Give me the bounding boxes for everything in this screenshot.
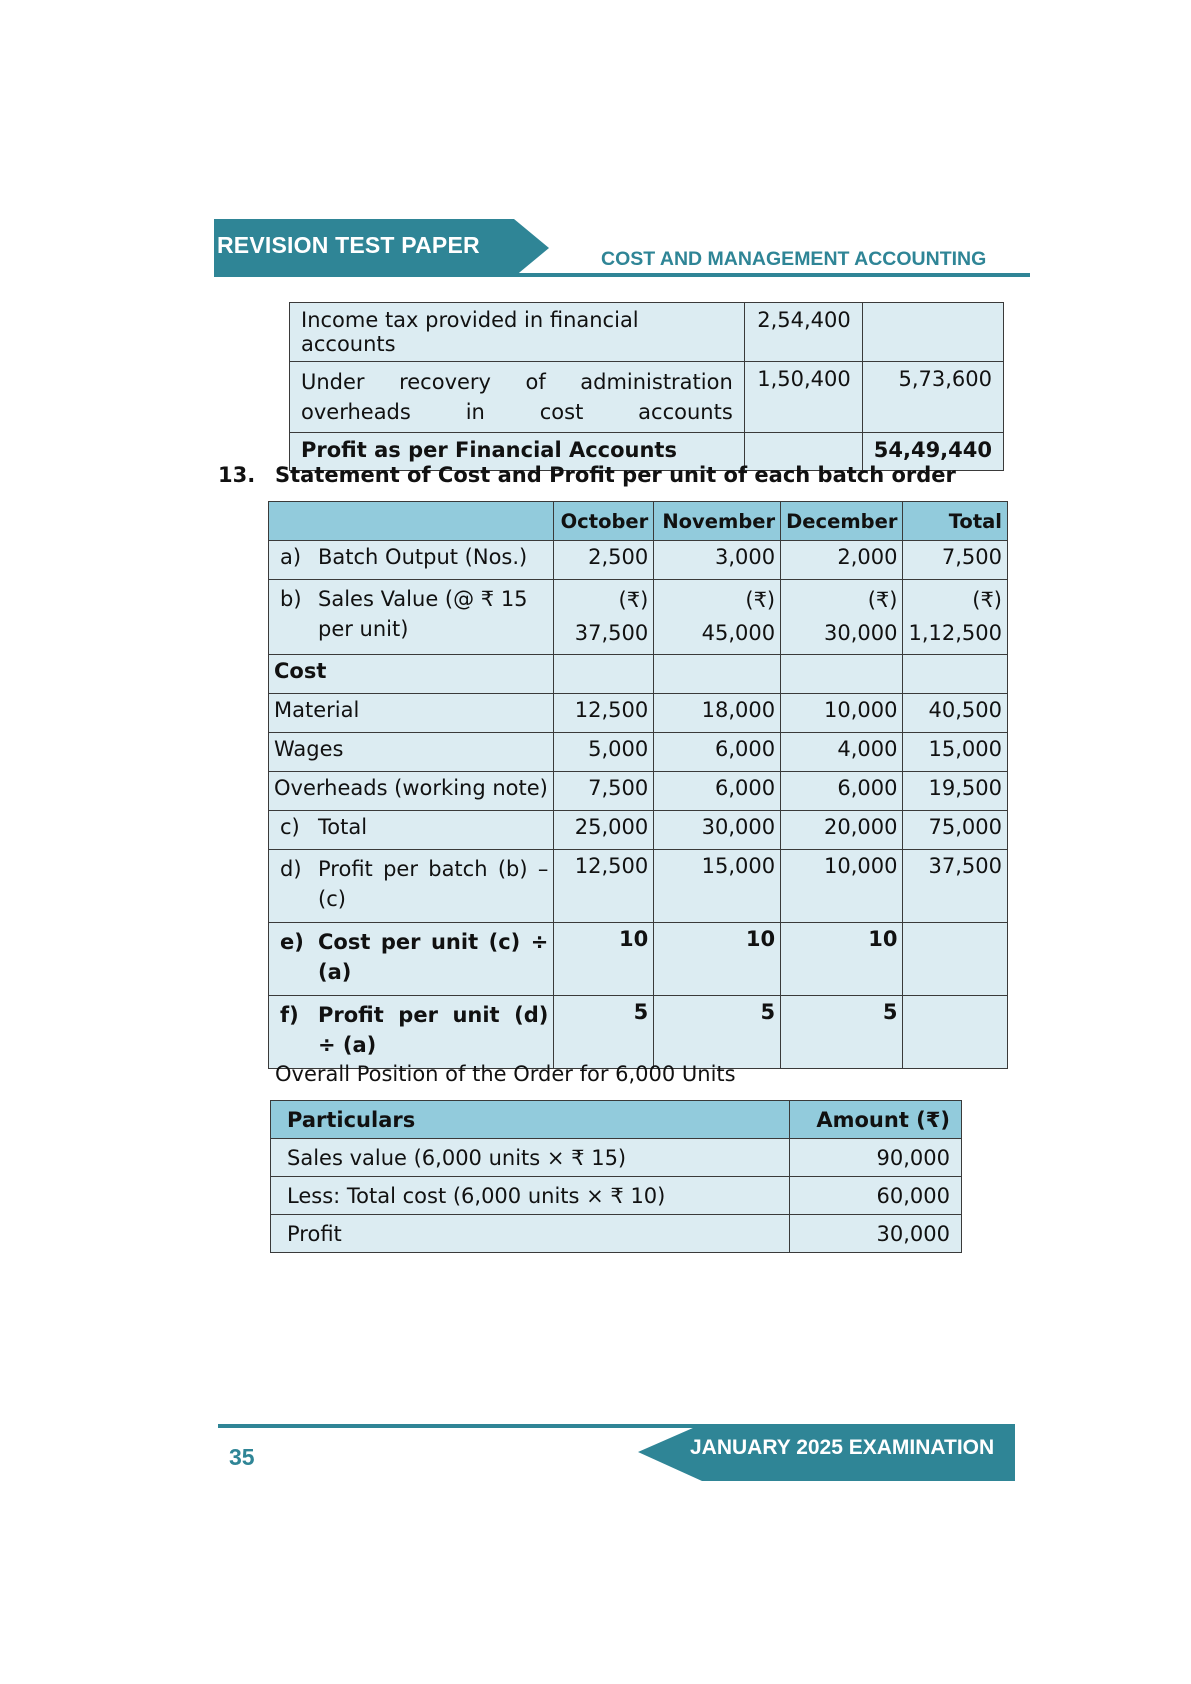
row-label: a) Batch Output (Nos.) (269, 541, 554, 580)
cell: 40,500 (903, 694, 1008, 733)
cell: 10,000 (781, 850, 903, 923)
cell (903, 996, 1008, 1069)
cell (654, 655, 781, 694)
table-row (269, 923, 1008, 996)
cell: 20,000 (781, 811, 903, 850)
cell: 2,000 (781, 541, 903, 580)
cell: (₹) 45,000 (654, 580, 781, 655)
cell (903, 655, 1008, 694)
row-label: Income tax provided in financial accounts (290, 303, 745, 362)
cell: 7,500 (554, 772, 654, 811)
question-number: 13. (218, 463, 256, 487)
cell: 4,000 (781, 733, 903, 772)
cell (903, 923, 1008, 996)
row-label: Wages (269, 733, 554, 772)
cell: 18,000 (654, 694, 781, 733)
cell: 5 (554, 996, 654, 1069)
row-label: e) Cost per unit (c) ÷ (a) (269, 923, 554, 996)
table-row (271, 1177, 962, 1215)
cell: 2,500 (554, 541, 654, 580)
row-total (862, 303, 1003, 362)
page-number: 35 (229, 1444, 255, 1470)
cell: 19,500 (903, 772, 1008, 811)
statement-table (268, 501, 1008, 1069)
row-label: Less: Total cost (6,000 units × ₹ 10) (271, 1177, 790, 1215)
table-row (269, 996, 1008, 1069)
cell: 10 (554, 923, 654, 996)
overall-caption: Overall Position of the Order for 6,000 Units (275, 1062, 736, 1086)
header-cell: Particulars (271, 1101, 790, 1139)
row-label: Overheads (working note) (269, 772, 554, 811)
cell: 5,000 (554, 733, 654, 772)
row-label: f) Profit per unit (d) ÷ (a) (269, 996, 554, 1069)
cell: 10 (781, 923, 903, 996)
row-total: 54,49,440 (862, 433, 1003, 471)
table-row (271, 1215, 962, 1253)
row-label: Profit as per Financial Accounts (290, 433, 745, 471)
cell: 10 (654, 923, 781, 996)
row-total: 5,73,600 (862, 362, 1003, 433)
row-amount: 30,000 (790, 1215, 962, 1253)
cell: 75,000 (903, 811, 1008, 850)
cell: 30,000 (654, 811, 781, 850)
cell: 7,500 (903, 541, 1008, 580)
table-row (290, 303, 1004, 362)
table-header-row (271, 1101, 962, 1139)
table-row (269, 655, 1008, 694)
row-amount: 60,000 (790, 1177, 962, 1215)
row-label: Material (269, 694, 554, 733)
row-amount: 1,50,400 (744, 362, 862, 433)
cell: 37,500 (903, 850, 1008, 923)
row-amount: 2,54,400 (744, 303, 862, 362)
table-row (269, 694, 1008, 733)
cell: 25,000 (554, 811, 654, 850)
table-row (269, 850, 1008, 923)
table-row (269, 772, 1008, 811)
table-row (269, 541, 1008, 580)
cell: 12,500 (554, 850, 654, 923)
cell: 15,000 (654, 850, 781, 923)
reconciliation-table (289, 302, 1004, 471)
cell: (₹) 30,000 (781, 580, 903, 655)
cell: (₹) 1,12,500 (903, 580, 1008, 655)
table-row (271, 1139, 962, 1177)
overall-table (270, 1100, 962, 1253)
cell: 6,000 (654, 733, 781, 772)
question-title: Statement of Cost and Profit per unit of each batch order (275, 463, 956, 487)
exam-label: JANUARY 2025 EXAMINATION (690, 1436, 995, 1459)
header-rule (214, 273, 1030, 277)
cell: 15,000 (903, 733, 1008, 772)
table-row (269, 580, 1008, 655)
paper-title: REVISION TEST PAPER (217, 232, 480, 258)
cell (554, 655, 654, 694)
table-row (269, 811, 1008, 850)
header-cell: Total (903, 502, 1008, 541)
cell: 6,000 (654, 772, 781, 811)
row-label: Profit (271, 1215, 790, 1253)
cell: 3,000 (654, 541, 781, 580)
row-label: c) Total (269, 811, 554, 850)
row-label: Cost (269, 655, 554, 694)
row-label: d) Profit per batch (b) – (c) (269, 850, 554, 923)
table-row (269, 733, 1008, 772)
row-amount: 90,000 (790, 1139, 962, 1177)
header-cell: Amount (₹) (790, 1101, 962, 1139)
cell: 5 (781, 996, 903, 1069)
cell: 12,500 (554, 694, 654, 733)
subject-title: COST AND MANAGEMENT ACCOUNTING (601, 248, 987, 270)
table-row (290, 362, 1004, 433)
header-cell: November (654, 502, 781, 541)
cell: 5 (654, 996, 781, 1069)
table-header-row (269, 502, 1008, 541)
row-label: Sales value (6,000 units × ₹ 15) (271, 1139, 790, 1177)
row-label: Under recovery of administration overheads in cost accounts (290, 362, 745, 433)
cell: (₹) 37,500 (554, 580, 654, 655)
row-label: b) Sales Value (@ ₹ 15 per unit) (269, 580, 554, 655)
header-cell: October (554, 502, 654, 541)
header-cell: December (781, 502, 903, 541)
cell (781, 655, 903, 694)
cell: 6,000 (781, 772, 903, 811)
header-cell (269, 502, 554, 541)
cell: 10,000 (781, 694, 903, 733)
